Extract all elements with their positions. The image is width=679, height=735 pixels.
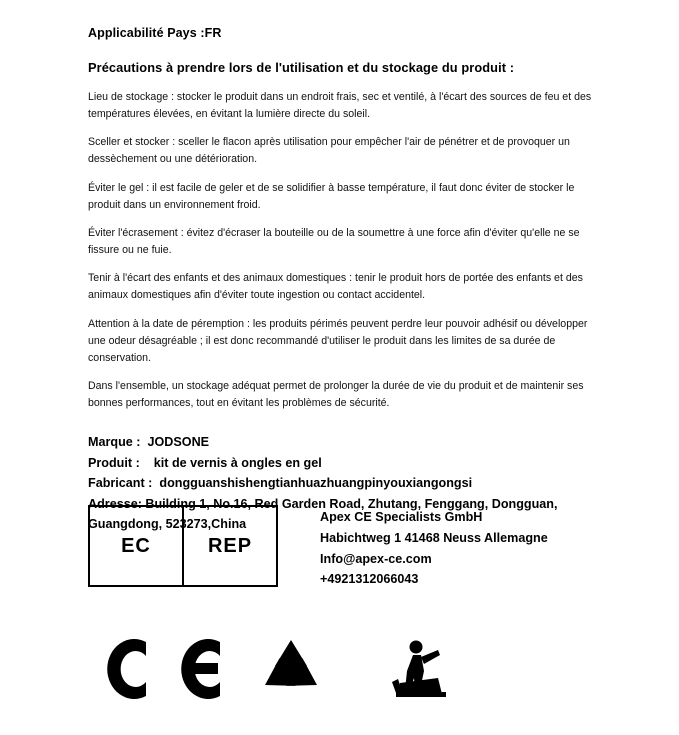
address-line-2: Guangdong, 523273,China bbox=[88, 516, 247, 531]
ec-rep-box bbox=[88, 505, 278, 587]
ce-marking-icon bbox=[94, 638, 224, 705]
precaution-paragraph: Tenir à l'écart des enfants et des animaux domestiques : tenir le produit hors de portée des enfants et des animaux domestiques afin d'éviter toute ingestion ou contact accidentel. bbox=[88, 272, 583, 302]
document-content bbox=[88, 26, 598, 534]
precaution-paragraph: Éviter le gel : il est facile de geler et de se solidifier à basse température, il faut donc éviter de stocker le produit dans un environnement froid. bbox=[88, 181, 575, 211]
symbols-row bbox=[88, 638, 488, 718]
rep-company: Apex CE Specialists GmbH bbox=[320, 510, 483, 524]
precautions-heading: Précautions à prendre lors de l'utilisation et du stockage du produit : bbox=[88, 60, 515, 75]
precaution-paragraph: Éviter l'écrasement : évitez d'écraser la bouteille ou de la soumettre à une force afin d'éviter qu'elle ne se fissure ou ne fuie. bbox=[88, 226, 580, 257]
ec-label: EC bbox=[90, 507, 184, 585]
rep-email: Info@apex-ce.com bbox=[320, 551, 432, 566]
recycle-icon bbox=[246, 638, 336, 705]
applicability-heading: Applicabilité Pays :FR bbox=[88, 26, 222, 40]
precaution-paragraph: Sceller et stocker : sceller le flacon après utilisation pour empêcher l'air de pénétrer et de provoquer un dessèchement ou une détérioration. bbox=[88, 136, 570, 166]
brand-line: Marque : JODSONE bbox=[88, 435, 210, 450]
rep-address: Habichtweg 1 41468 Neuss Allemagne bbox=[320, 530, 548, 545]
product-line: Produit : kit de vernis à ongles en gel bbox=[88, 455, 322, 470]
ec-rep-row bbox=[88, 505, 648, 590]
ec-rep-details bbox=[320, 505, 548, 590]
precaution-paragraph: Lieu de stockage : stocker le produit dans un endroit frais, sec et ventilé, à l'écart des sources de feu et des températures élevées, en évitant la lumière directe du soleil. bbox=[88, 91, 592, 121]
tidyman-icon bbox=[376, 638, 462, 705]
rep-label: REP bbox=[207, 534, 253, 557]
precaution-paragraph: Attention à la date de péremption : les produits périmés peuvent perdre leur pouvoir adhésif ou développer une odeur désagréable ; il est donc recommandé d'utiliser le produit dans les limites de sa durée de conservation. bbox=[88, 317, 588, 364]
address-line-1: Adresse: Building 1, No.16, Red Garden Road, Zhutang, Fenggang, Dongguan, bbox=[88, 496, 558, 511]
manufacturer-line: Fabricant : dongguanshishengtianhuazhuangpinyouxiangongsi bbox=[88, 476, 473, 491]
precaution-paragraph: Dans l'ensemble, un stockage adéquat permet de prolonger la durée de vie du produit et de maintenir ses bonnes performances, tout en évitant les problèmes de sécurité. bbox=[88, 380, 584, 410]
rep-phone: +4921312066043 bbox=[320, 572, 419, 587]
